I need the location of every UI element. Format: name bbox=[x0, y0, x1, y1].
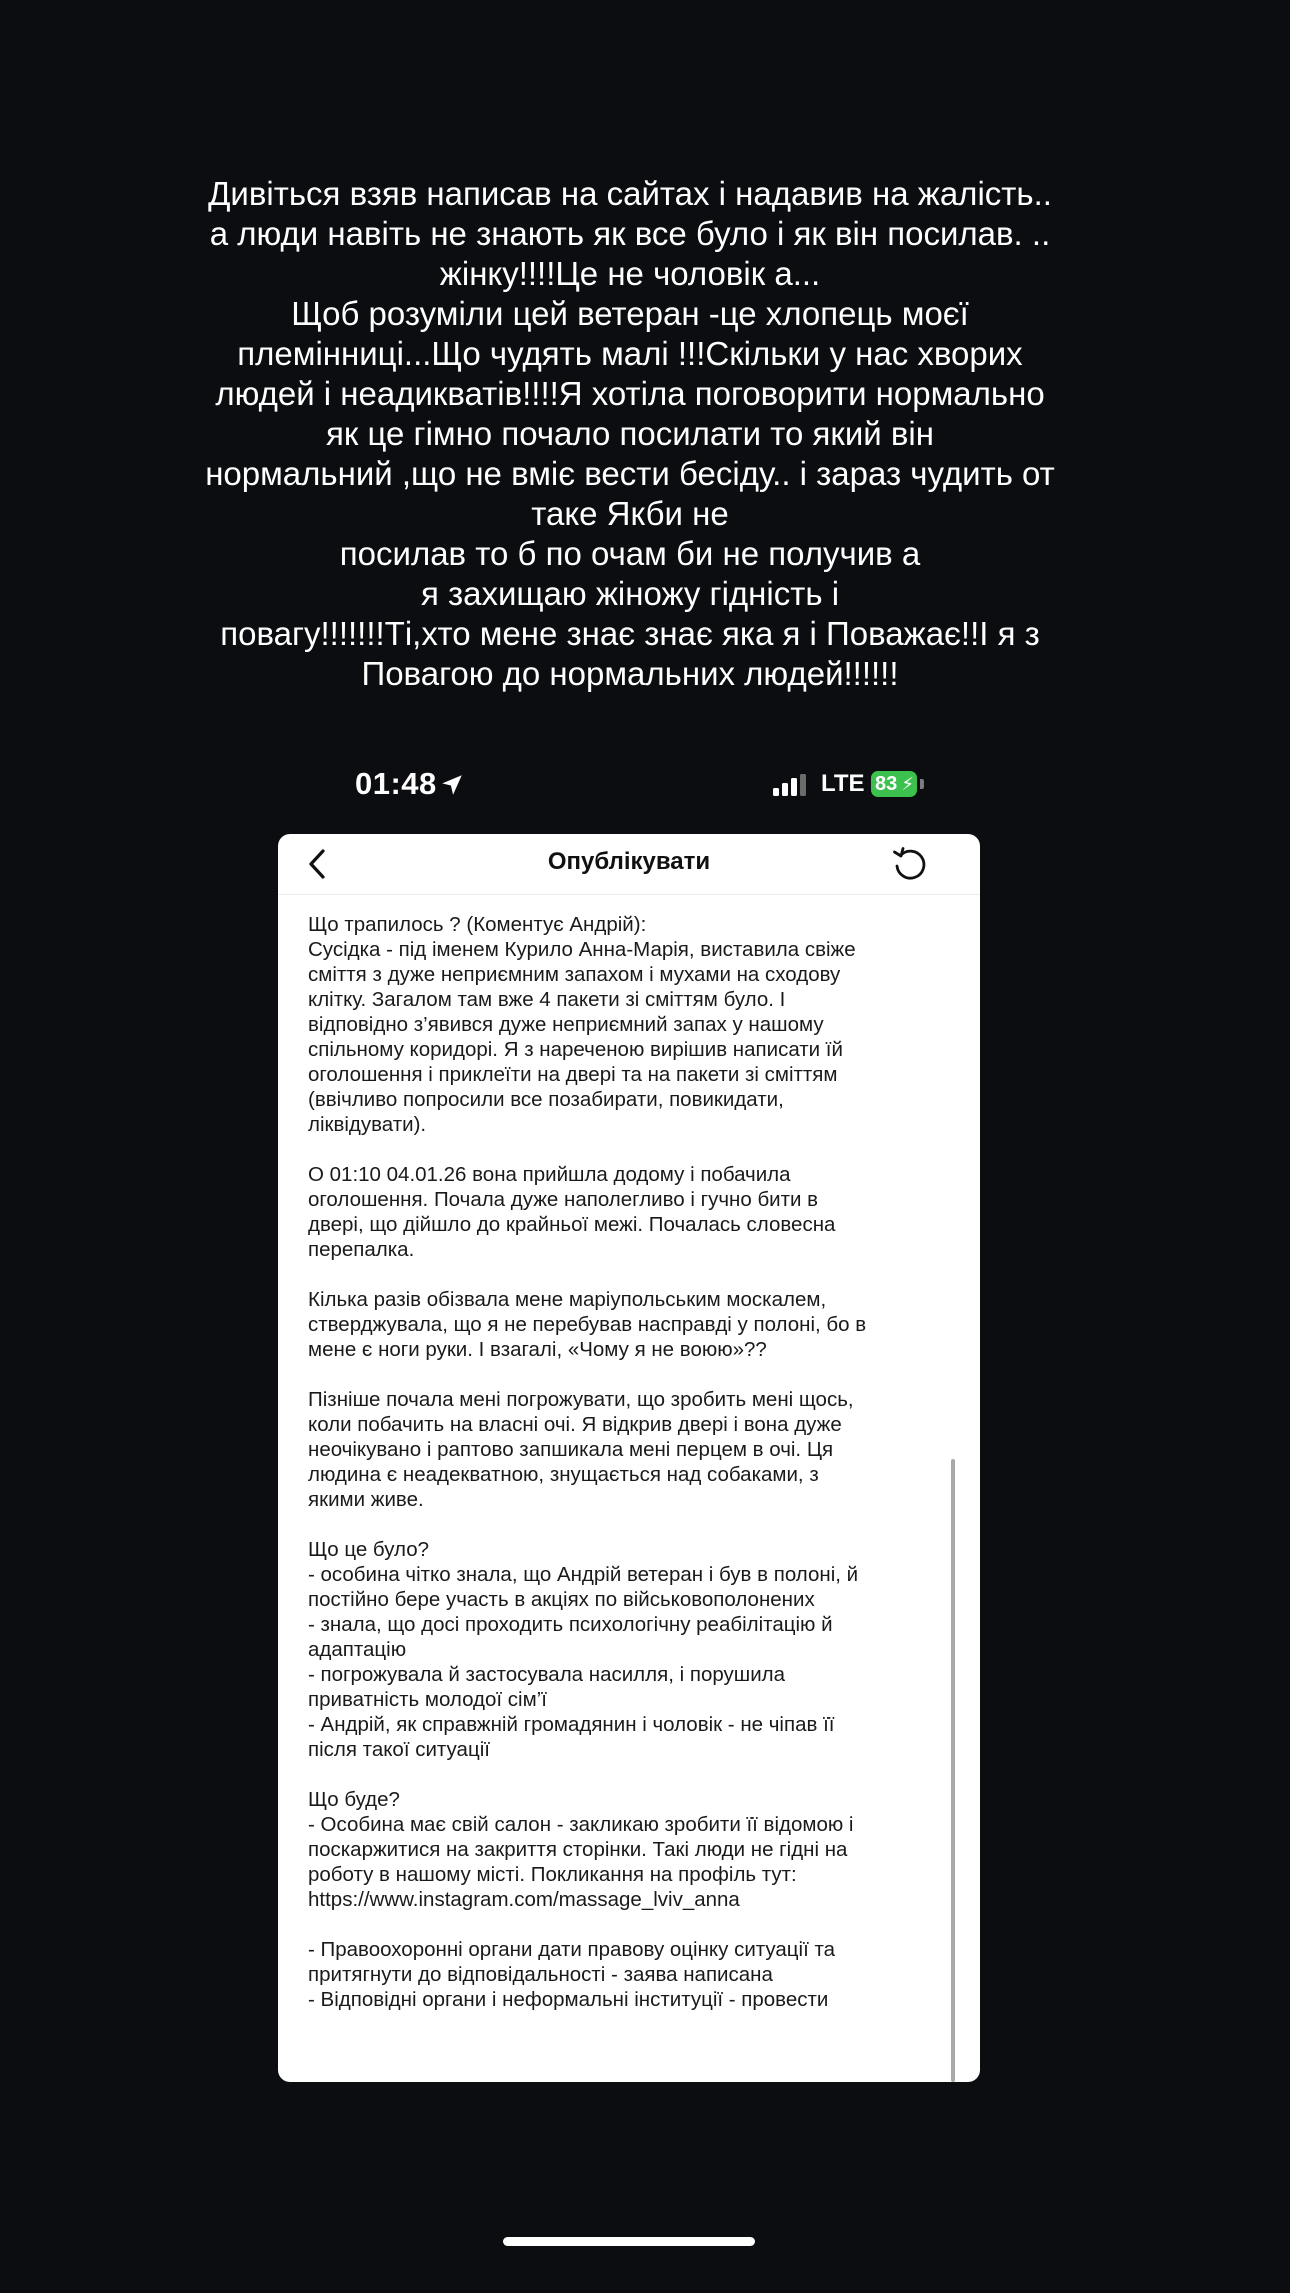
cellular-signal-icon bbox=[773, 774, 807, 796]
post-paragraph: Кілька разів обізвала мене маріупольським москалем, стверджувала, що я не перебував насправді у полоні, бо в мене є ноги руки. І взагалі, «Чому я не воюю»?? bbox=[308, 1288, 867, 1361]
battery-indicator bbox=[871, 771, 917, 797]
nav-title: Опублікувати bbox=[547, 848, 711, 875]
status-time: 01:48 bbox=[355, 766, 437, 801]
nav-bar bbox=[278, 834, 980, 895]
post-paragraph: Що буде? - Особина має свій салон - закликаю зробити її відомою і поскаржитися на закриття сторінки. Такі люди не гідні на роботу в нашому місті. Покликання на профіль тут: https://www.instagram.com/massage_lviv_anna bbox=[308, 1788, 854, 1911]
network-label: LTE bbox=[821, 770, 865, 797]
post-paragraph: Пізніше почала мені погрожувати, що зробить мені щось, коли побачить на власні очі. Я відкрив двері і вона дуже неочікувано і раптово запшикала мені перцем в очі. Ця людина є неадекватною, знущається над собаками, з якими живе. bbox=[308, 1388, 854, 1511]
status-bar bbox=[340, 762, 940, 812]
post-paragraph: Що трапилось ? (Коментує Андрій): Сусідка - під іменем Курило Анна-Марія, виставила свіже сміття з дуже неприємним запахом і мухами на сходову клітку. Загалом там вже 4 пакети зі сміттям було. І відповідно з’явився дуже неприємний запах у нашому спільному коридорі. Я з нареченою вирішив написати їй оголошення і приклеїти на двері та на пакети зі сміттям (ввічливо попросили все позабирати, повикидати, ліквідувати). bbox=[308, 913, 856, 1136]
battery-cap bbox=[920, 779, 924, 789]
charging-bolt-icon: ⚡ bbox=[901, 774, 914, 794]
home-indicator[interactable] bbox=[503, 2237, 755, 2246]
story-caption: Дивіться взяв написав на сайтах і надавив на жалість.. а люди навіть не знають як все було і як він посилав. .. жінку!!!!Це не чоловік а... Щоб розуміли цей ветеран -це хлопець моєї племінниці...Що чудять малі !!!Скільки у нас хворих людей і неадикватів!!!!Я хотіла поговорити нормально як це гімно почало посилати то який він нормальний ,що не вміє вести бесіду.. і зараз чудить от таке Якби не посилав то б по очам би не получив а я захищаю жіножу гідність і повагу!!!!!!!Ті,хто мене знає знає яка я і Поважає!!І я з Повагою до нормальних людей!!!!!! bbox=[205, 175, 1055, 692]
battery-level: 83 bbox=[875, 773, 898, 795]
post-text bbox=[308, 912, 948, 2037]
location-arrow-icon bbox=[439, 772, 465, 798]
post-paragraph: - Правоохоронні органи дати правову оцінку ситуації та притягнути до відповідальності - заява написана - Відповідні органи і неформальні інституції - провести bbox=[308, 1938, 836, 2011]
refresh-icon[interactable] bbox=[890, 844, 930, 884]
embedded-screenshot bbox=[278, 834, 980, 2082]
post-paragraph: Що це було? - особина чітко знала, що Андрій ветеран і був в полоні, й постійно бере участь в акціях по військовополонених - знала, що досі проходить психологічну реабілітацію й адаптацію - погрожувала й застосувала насилля, і порушила приватність молодої сім’ї - Андрій, як справжній громадянин і чоловік - не чіпав її після такої ситуації bbox=[308, 1538, 859, 1761]
scrollbar[interactable] bbox=[951, 1459, 955, 2082]
post-paragraph: О 01:10 04.01.26 вона прийшла додому і побачила оголошення. Почала дуже наполегливо і гучно бити в двері, що дійшло до крайньої межі. Почалась словесна перепалка. bbox=[308, 1163, 836, 1261]
